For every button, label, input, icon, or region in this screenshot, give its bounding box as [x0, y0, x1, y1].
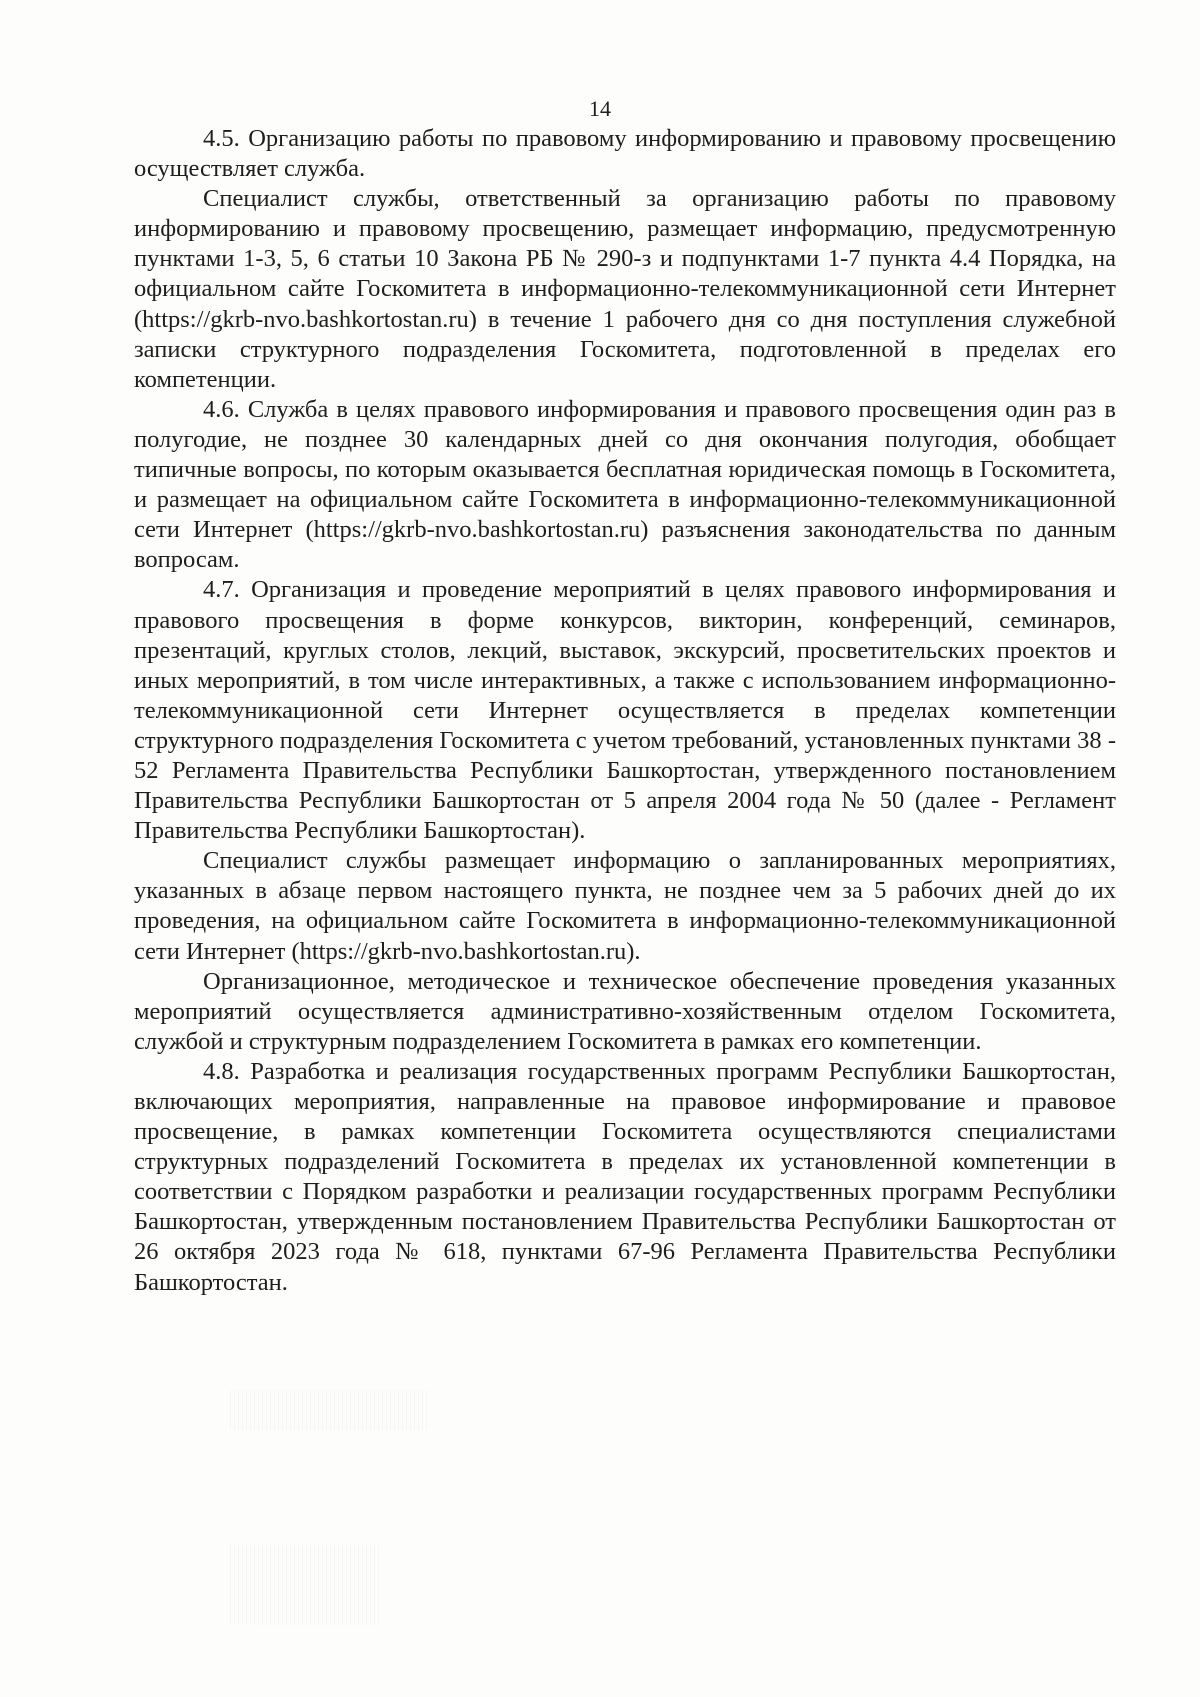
paragraph-4-8: 4.8. Разработка и реализация государственных программ Республики Башкортостан, включающих мероприятия, направленные на правовое информирование и правовое просвещение, в рамках компетенции Госкомитета осуществляются специалистами структурных подразделений Госкомитета в пределах их установленной компетенции в соответствии с Порядком разработки и реализации государственных программ Республики Башкортостан, утвержденным постановлением Правительства Республики Башкортостан от 26 октября 2023 года № 618, пунктами 67-96 Регламента Правительства Республики Башкортостан. — [134, 1057, 1116, 1296]
document-body — [134, 124, 1116, 1298]
paragraph-event-announcements: Специалист службы размещает информацию о запланированных мероприятиях, указанных в абзаце первом настоящего пункта, не позднее чем за 5 рабочих дней до их проведения, на официальном сайте Госкомитета в информационно-телекоммуникационной сети Интернет (https://gkrb-nvo.bashkortostan.ru). — [134, 847, 1116, 965]
scan-artifact — [230, 1390, 430, 1430]
paragraph-4-7: 4.7. Организация и проведение мероприятий в целях правового информирования и правового просвещения в форме конкурсов, викторин, конференций, семинаров, презентаций, круглых столов, лекций, выставок, экскурсий, просветительских проектов и иных мероприятий, в том числе интерактивных, а также с использованием информационно-телекоммуникационной сети Интернет осуществляется в пределах компетенции структурного подразделения Госкомитета с учетом требований, установленных пунктами 38 - 52 Регламента Правительства Республики Башкортостан, утвержденного постановлением Правительства Республики Башкортостан от 5 апреля 2004 года № 50 (далее - Регламент Правительства Республики Башкортостан). — [134, 576, 1116, 845]
page-number: 14 — [589, 96, 611, 121]
paragraph-4-6: 4.6. Служба в целях правового информирования и правового просвещения один раз в полугодие, не позднее 30 календарных дней со дня окончания полугодия, обобщает типичные вопросы, по которым оказывается бесплатная юридическая помощь в Госкомитета, и размещает на официальном сайте Госкомитета в информационно-телекоммуникационной сети Интернет (https://gkrb-nvo.bashkortostan.ru) разъяснения законодательства по данным вопросам. — [134, 395, 1116, 574]
paragraph-4-5: 4.5. Организацию работы по правовому информированию и правовому просвещению осуществляет служба. — [134, 125, 1116, 183]
paragraph-event-support: Организационное, методическое и техническое обеспечение проведения указанных мероприятий осуществляется административно-хозяйственным отделом Госкомитета, службой и структурным подразделением Госкомитета в рамках его компетенции. — [134, 967, 1116, 1055]
paragraph-specialist-duties: Специалист службы, ответственный за организацию работы по правовому информированию и правовому просвещению, размещает информацию, предусмотренную пунктами 1-3, 5, 6 статьи 10 Закона РБ № 290-з и подпунктами 1-7 пункта 4.4 Порядка, на официальном сайте Госкомитета в информационно-телекоммуникационной сети Интернет (https://gkrb-nvo.bashkortostan.ru) в течение 1 рабочего дня со дня поступления служебной записки структурного подразделения Госкомитета, подготовленной в пределах его компетенции. — [134, 185, 1116, 393]
scan-artifact — [230, 1545, 380, 1625]
